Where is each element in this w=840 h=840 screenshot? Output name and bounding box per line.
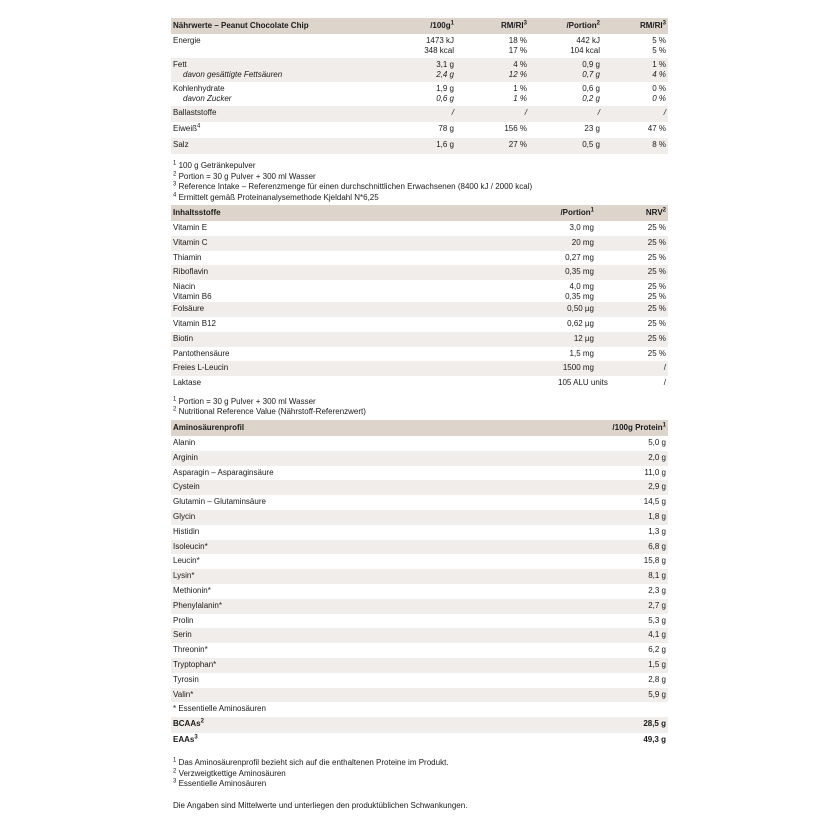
amino-row bbox=[171, 540, 668, 555]
ingredient-nrv: 25 % bbox=[647, 304, 666, 314]
ingredient-nrv: 25 % bbox=[647, 252, 666, 262]
ingredient-nrv: / bbox=[663, 378, 666, 388]
ingredient-row bbox=[171, 221, 668, 236]
amino-row bbox=[171, 673, 668, 688]
amino-label: Prolin bbox=[173, 615, 194, 625]
ingredient-label: Pantothensäure bbox=[173, 348, 230, 358]
amino-label: Tyrosin bbox=[173, 674, 199, 684]
col-ri-100g: $RM/RI^3$ bbox=[500, 20, 527, 30]
amino-row bbox=[171, 436, 668, 451]
nutrition-row-energie: Energie 1473 kJ 348 kcal 18 % 17 % 442 kJ 104 kcal 5 % 5 % bbox=[173, 36, 666, 55]
ingredient-label: Riboflavin bbox=[173, 267, 209, 277]
ingredient-nrv: 25 % bbox=[647, 318, 666, 328]
ingredient-row bbox=[171, 236, 668, 251]
amino-row bbox=[171, 495, 668, 510]
ingredient-row bbox=[171, 280, 668, 302]
amino-row bbox=[171, 554, 668, 569]
amino-row-bcaa: BCAAs$^2$ 28,5 g bbox=[171, 717, 668, 733]
amino-value: 2,3 g bbox=[648, 585, 666, 595]
amino-value: 11,0 g bbox=[644, 467, 666, 477]
nutrition-header-row bbox=[171, 18, 668, 34]
ingredients-footnotes bbox=[171, 397, 668, 418]
amino-table bbox=[171, 420, 668, 749]
ingredient-row bbox=[171, 302, 668, 317]
amino-row bbox=[171, 599, 668, 614]
nutrition-row-eiweiss: Eiweiß$^4$ 78 g 156 % 23 g 47 % bbox=[173, 123, 666, 133]
footnote: $^2$ Portion = 30 g Pulver + 300 ml Wasser bbox=[173, 170, 316, 181]
ingredient-portion: 0,50 µg bbox=[567, 304, 594, 314]
amino-value bbox=[568, 702, 668, 717]
ingredient-nrv: 25 % bbox=[647, 237, 666, 247]
ingredient-row bbox=[171, 347, 668, 362]
col-nrv: NRV$^2$ bbox=[645, 207, 666, 217]
amino-label: Phenylalanin* bbox=[173, 600, 222, 610]
amino-label: Cystein bbox=[173, 482, 200, 492]
col-portion: /Portion$^1$ bbox=[560, 207, 594, 217]
footnote: $^4$ Ermittelt gemäß Proteinanalysemethode Kjeldahl N*6,25 bbox=[173, 191, 379, 202]
amino-label: Lysin* bbox=[173, 571, 195, 581]
amino-label: Arginin bbox=[173, 452, 198, 462]
amino-row bbox=[171, 614, 668, 629]
ingredient-nrv: 25 % bbox=[647, 223, 666, 232]
ingredients-title: Inhaltsstoffe bbox=[173, 208, 221, 217]
ingredient-row bbox=[171, 332, 668, 347]
amino-title: Aminosäurenprofil bbox=[173, 422, 245, 432]
amino-value: 2,9 g bbox=[648, 482, 666, 492]
amino-value: 15,8 g bbox=[643, 556, 666, 566]
ingredient-label: Vitamin B12 bbox=[173, 318, 216, 328]
ingredient-label: Vitamin C bbox=[173, 237, 208, 247]
amino-label: Asparagin – Asparaginsäure bbox=[173, 467, 274, 477]
ingredients-table bbox=[171, 205, 668, 391]
col-ri-portion: $RM/RI^3$ bbox=[639, 20, 666, 30]
amino-value: 5,9 g bbox=[648, 689, 666, 699]
amino-value: 2,8 g bbox=[648, 674, 666, 684]
amino-footnotes bbox=[171, 758, 668, 790]
col-per-100g: $/100g^1$ bbox=[430, 20, 454, 30]
nutrition-table bbox=[171, 18, 668, 154]
ingredient-row bbox=[171, 265, 668, 280]
footnote: $^2$ Verzweigtkettige Aminosäuren bbox=[173, 767, 286, 778]
ingredients-header-row bbox=[171, 205, 668, 221]
amino-row bbox=[171, 628, 668, 643]
amino-label: Tryptophan* bbox=[173, 659, 217, 669]
ingredient-label: Biotin bbox=[173, 333, 194, 343]
ingredient-portion: 105 ALU units bbox=[558, 378, 608, 388]
amino-label: Serin bbox=[173, 630, 192, 640]
amino-value: 5,3 g bbox=[648, 615, 666, 625]
amino-value: 6,2 g bbox=[648, 645, 666, 655]
amino-label: Alanin bbox=[173, 437, 196, 447]
amino-row-eaa: EAAs$^3$ 49,3 g bbox=[173, 734, 666, 745]
ingredient-row bbox=[171, 361, 668, 376]
amino-row bbox=[171, 510, 668, 525]
amino-row bbox=[171, 702, 668, 717]
footnote: $^1$ Das Aminosäurenprofil bezieht sich auf die enthaltenen Proteine im Produkt. bbox=[173, 757, 449, 768]
ingredient-nrv: 25 % 25 % bbox=[647, 282, 666, 302]
ingredient-label: Folsäure bbox=[173, 304, 205, 314]
nutrition-row-kohlenhydrate: Kohlenhydrate davon Zucker 1,9 g 0,6 g 1 % 1 % 0,6 g 0,2 g 0 % 0 % bbox=[173, 84, 666, 103]
ingredient-label: Freies L-Leucin bbox=[173, 363, 229, 373]
amino-row bbox=[171, 466, 668, 481]
ingredient-label: Niacin Vitamin B6 bbox=[173, 282, 212, 302]
ingredient-row bbox=[171, 376, 668, 391]
amino-value: 1,8 g bbox=[648, 511, 666, 521]
amino-row bbox=[171, 451, 668, 466]
amino-row bbox=[171, 480, 668, 495]
footnote: $^3$ Reference Intake – Referenzmenge für einen durchschnittlichen Erwachsenen (8400 kJ / 2000 kcal) bbox=[173, 181, 533, 191]
footnote: $^2$ Nutritional Reference Value (Nährstoff-Referenzwert) bbox=[173, 406, 366, 417]
ingredient-label: Laktase bbox=[173, 378, 202, 388]
amino-value: 1,5 g bbox=[648, 659, 666, 669]
nutrition-row-ballaststoffe: Ballaststoffe / / / / bbox=[171, 106, 668, 122]
amino-row bbox=[171, 525, 668, 540]
amino-label: Isoleucin* bbox=[173, 541, 208, 551]
amino-row bbox=[171, 658, 668, 673]
amino-value: 4,1 g bbox=[648, 630, 666, 640]
amino-label: Histidin bbox=[173, 526, 200, 536]
ingredient-row bbox=[171, 317, 668, 332]
footnote: $^1$ 100 g Getränkepulver bbox=[173, 160, 256, 170]
amino-label: Glutamin – Glutaminsäure bbox=[173, 497, 266, 507]
amino-value: 8,1 g bbox=[648, 571, 666, 581]
amino-label: Glycin bbox=[173, 511, 196, 521]
ingredient-portion: 0,62 µg bbox=[567, 318, 594, 328]
ingredient-portion: 1500 mg bbox=[562, 363, 594, 373]
ingredient-nrv: 25 % bbox=[647, 333, 666, 343]
nutrition-row-fett: Fett davon gesättigte Fettsäuren 3,1 g 2,4 g 4 % 12 % 0,9 g 0,7 g 1 % 4 % bbox=[171, 58, 668, 82]
ingredient-nrv: 25 % bbox=[647, 348, 666, 358]
ingredient-portion: 0,35 mg bbox=[565, 267, 594, 277]
amino-row bbox=[171, 584, 668, 599]
ingredient-portion: 0,27 mg bbox=[565, 252, 594, 262]
ingredient-nrv: 25 % bbox=[647, 267, 666, 277]
amino-value: 1,3 g bbox=[648, 526, 666, 536]
ingredient-portion: 1,5 mg bbox=[569, 348, 594, 358]
amino-label: Leucin* bbox=[173, 556, 200, 566]
nutrition-document bbox=[171, 18, 668, 811]
amino-value: 2,7 g bbox=[648, 600, 666, 610]
footnote: $^3$ Essentielle Aminosäuren bbox=[173, 778, 267, 789]
amino-value: 6,8 g bbox=[648, 541, 666, 551]
nutrition-row-salz: Salz 1,6 g 27 % 0,5 g 8 % bbox=[171, 138, 668, 154]
disclaimer: Die Angaben sind Mittelwerte und unterliegen den produktüblichen Schwankungen. bbox=[173, 800, 468, 810]
amino-label: Methionin* bbox=[173, 585, 211, 595]
amino-row bbox=[171, 688, 668, 703]
amino-value: 14,5 g bbox=[643, 497, 666, 507]
amino-label: Threonin* bbox=[173, 645, 208, 655]
ingredient-portion: 20 mg bbox=[571, 237, 594, 247]
amino-label: * Essentielle Aminosäuren bbox=[173, 704, 266, 714]
ingredient-portion: 12 µg bbox=[573, 333, 594, 343]
amino-header-row bbox=[171, 420, 668, 436]
col-per-portion: /Portion$^2$ bbox=[566, 20, 600, 30]
ingredient-nrv: / bbox=[663, 363, 666, 373]
nutrition-footnotes bbox=[171, 161, 668, 203]
ingredient-label: Thiamin bbox=[173, 252, 202, 262]
ingredient-label: Vitamin E bbox=[173, 223, 208, 232]
amino-label: Valin* bbox=[173, 689, 194, 699]
amino-row bbox=[171, 569, 668, 584]
amino-value: 5,0 g bbox=[648, 437, 666, 447]
amino-value: 2,0 g bbox=[648, 452, 666, 462]
amino-row bbox=[171, 643, 668, 658]
nutrition-title: Nährwerte – Peanut Chocolate Chip bbox=[173, 21, 309, 30]
ingredient-row bbox=[171, 251, 668, 266]
footnote: $^1$ Portion = 30 g Pulver + 300 ml Wasser bbox=[173, 396, 316, 406]
col-per-100g-protein: /100g Protein$^1$ bbox=[612, 422, 666, 432]
ingredient-portion: 4,0 mg 0,35 mg bbox=[565, 282, 594, 302]
ingredient-portion: 3,0 mg bbox=[569, 223, 594, 232]
